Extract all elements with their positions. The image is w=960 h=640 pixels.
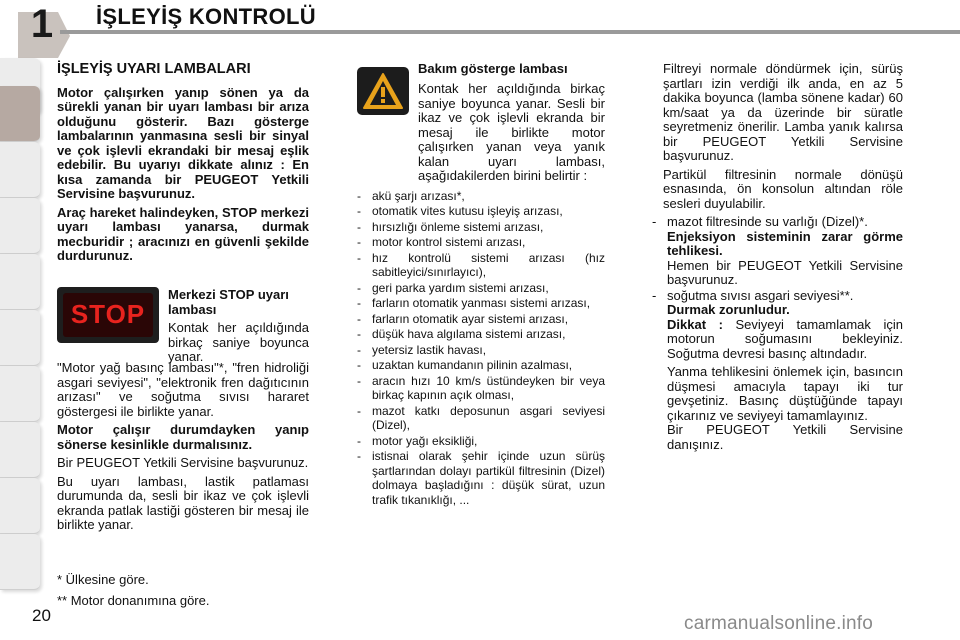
chapter-tab-4[interactable] — [0, 198, 40, 254]
chapter-tab-5[interactable] — [0, 254, 40, 310]
chapter-tab-9[interactable] — [0, 478, 40, 534]
list-item: - mazot katkı deposunun asgari seviyesi (Dizel), — [355, 404, 605, 433]
right-paragraph-2: Partikül filtresinin normale dönüşü esnasında, ön konsolun altından röle sesleri duyulabilir. — [663, 166, 903, 211]
footnote-2: ** Motor donanımına göre. — [57, 592, 210, 608]
list-item: - akü şarjı arızası*, — [355, 189, 605, 204]
stop-lamp-paragraph-1: "Motor yağ basınç lambası"*, "fren hidroliği asgari seviyesi", "elektronik fren dağıtıcının arızası" ve soğutma sıvısı hararet göstergesi ile birlikte yanar. — [57, 360, 309, 419]
list-item: - istisnai olarak şehir içinde uzun sürüş şartlarından dolayı partikül filtresinin (Dizel) dolmaya başladığını : düşük sürat, uzun trafik tıkanıklığı, ... — [355, 449, 605, 507]
column-left — [57, 62, 309, 268]
stop-lamp-paragraph-4: Bu uyarı lambası, lastik patlaması durumunda da, sesli bir ikaz ve çok işlevli ekranda patlak lastiği gösteren bir mesaj ile birlikte yanar. — [57, 473, 309, 532]
list-item: - otomatik vites kutusu işleyiş arızası, — [355, 204, 605, 219]
stop-lamp-icon — [57, 287, 159, 343]
stop-lamp-desc: Kontak her açıldığında birkaç saniye boyunca yanar. — [168, 320, 309, 364]
item-a-detail: Hemen bir PEUGEOT Yetkili Servisine başvurunuz. — [667, 257, 903, 287]
service-lamp-desc: Kontak her açıldığında birkaç saniye boyunca yanar. Sesli bir ikaz ve çok işlevli ekranda bir mesaj ile birlikte motor çalışırken yanan veya yanık kalan uyarı lambası, aşağıdakilerden birini belirtir : — [418, 81, 605, 183]
watermark: carmanualsonline.info — [684, 613, 874, 634]
service-lamp-title: Bakım gösterge lambası — [418, 61, 568, 76]
item-a-text: mazot filtresinde su varlığı (Dizel)*. — [667, 214, 868, 229]
item-b-caution — [667, 318, 903, 362]
service-lamp-block — [355, 82, 605, 508]
list-item: - düşük hava algılama sistemi arızası, — [355, 327, 605, 342]
stop-lamp-title: Merkezi STOP uyarı lambası — [168, 287, 289, 317]
column-right — [650, 62, 903, 453]
list-item: - uzaktan kumandanın pilinin azalması, — [355, 358, 605, 373]
chapter-tab-6[interactable] — [0, 310, 40, 366]
chapter-tab-7[interactable] — [0, 366, 40, 422]
stop-lamp-label: STOP — [70, 299, 146, 329]
footnotes — [57, 573, 309, 612]
page-number: 20 — [32, 606, 51, 625]
right-paragraph-1: Filtreyi normale döndürmek için, sürüş şartları izin verdiği ilk anda, en az 5 dakika boyunca (lamba sönene kadar) 60 km/saat ya da üzerinde bir süratle seyretmeniz önerilir. Lamba yanık kalırsa bir PEUGEOT Yetkili Servisine başvurunuz. — [663, 61, 903, 163]
item-a-bold: Enjeksiyon sisteminin zarar görme tehlikesi. — [667, 228, 903, 258]
list-item: - motor kontrol sistemi arızası, — [355, 235, 605, 250]
list-item: - motor yağı eksikliği, — [355, 434, 605, 449]
list-item: - aracın hızı 10 km/s üstündeyken bir veya birkaç kapının açık olması, — [355, 374, 605, 403]
service-lamp-desc-wrap — [355, 82, 605, 184]
stop-lamp-block — [168, 288, 309, 369]
stop-lamp-details — [57, 361, 309, 537]
chapter-tab-8[interactable] — [0, 422, 40, 478]
right-list — [650, 215, 903, 452]
stop-lamp-paragraph-3: Bir PEUGEOT Yetkili Servisine başvurunuz. — [57, 455, 309, 470]
item-b-dikkat: Dikkat : — [667, 316, 723, 332]
list-item — [650, 289, 903, 453]
list-item — [650, 215, 903, 288]
page-title: İŞLEYİŞ KONTROLÜ — [96, 4, 316, 29]
intro-warning: Motor çalışırken yanıp sönen ya da sürekli yanan bir uyarı lambası bir arıza olduğunu gösterir. Bazı gösterge lambalarının yanmasına sesli bir sinyal ve çok işlevli ekrandaki bir mesaj eşlik edebilir. Bu uyarıyı dikkate alınız : En kısa zamanda bir PEUGEOT Yetkili Servisine başvurunuz. — [57, 84, 309, 201]
stop-warning: Araç hareket halindeyken, STOP merkezi uyarı lambası yanarsa, durmak mecburidir ; aracınızı en güvenli şekilde durdurunuz. — [57, 204, 309, 263]
chapter-number: 1 — [30, 2, 54, 46]
list-item: - hırsızlığı önleme sistemi arızası, — [355, 220, 605, 235]
chapter-tab-3[interactable] — [0, 142, 40, 198]
list-item: - yetersiz lastik havası, — [355, 343, 605, 358]
item-b-bold: Durmak zorunludur. — [667, 302, 790, 317]
footnote-1: * Ülkesine göre. — [57, 572, 149, 587]
list-item: - farların otomatik yanması sistemi arızası, — [355, 296, 605, 311]
header-rule — [60, 30, 960, 34]
list-item: - geri parka yardım sistemi arızası, — [355, 281, 605, 296]
chapter-tab-10[interactable] — [0, 534, 40, 590]
list-item: - hız kontrolü sistemi arızası (hız sabitleyici/sınırlayıcı), — [355, 251, 605, 280]
section-title: İŞLEYİŞ UYARI LAMBALARI — [57, 61, 251, 77]
service-lamp-head — [418, 62, 605, 83]
chapter-tab-active[interactable] — [0, 86, 40, 142]
item-b-detail-3: Bir PEUGEOT Yetkili Servisine danışınız. — [667, 422, 903, 452]
service-lamp-list — [355, 189, 605, 508]
item-b-detail-2: Yanma tehlikesini önlemek için, basıncın düşmesi amacıyla tapayı iki tur gevşetiniz. Basınç düştüğünde tapayı çıkarınız ve seviyeyi tamamlayınız. — [667, 364, 903, 423]
list-item: - farların otomatik ayar sistemi arızası, — [355, 312, 605, 327]
item-b-text: soğutma sıvısı asgari seviyesi**. — [667, 287, 854, 303]
chapter-tab-strip — [0, 58, 40, 618]
stop-lamp-paragraph-2: Motor çalışır durumdayken yanıp sönerse kesinlikle durmalısınız. — [57, 422, 309, 452]
item-b-detail-1: Seviyeyi tamamlamak için motorun soğumasını bekleyiniz. Soğutma devresi basınç altındadır. — [667, 316, 903, 361]
